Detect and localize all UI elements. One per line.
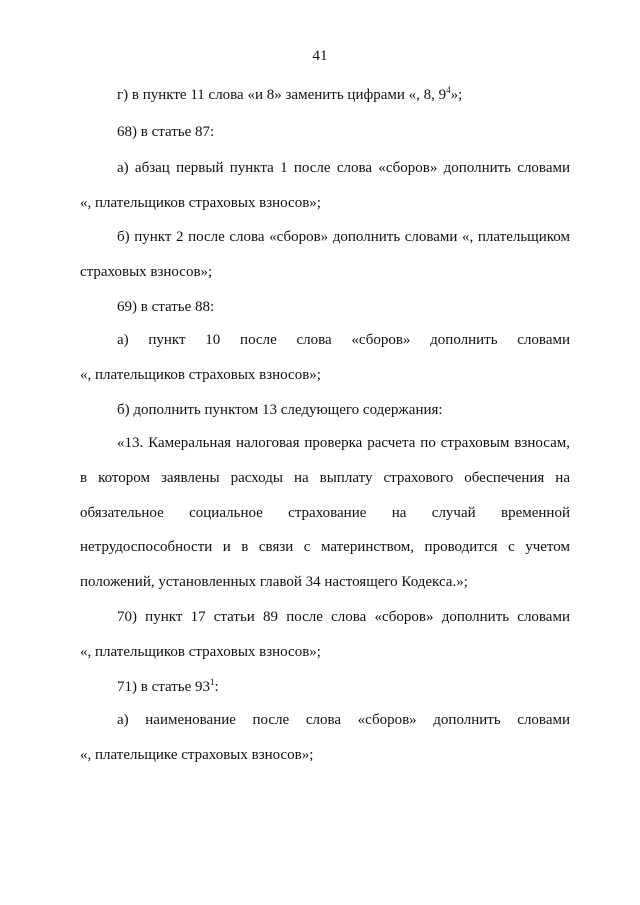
paragraph-line: «13. Камеральная налоговая проверка расчета по страховым взносам, — [117, 435, 570, 451]
paragraph-line: «, плательщиков страховых взносов»; — [80, 195, 321, 211]
paragraph-line: 69) в статье 88: — [117, 299, 215, 315]
paragraph-line: положений, установленных главой 34 настоящего Кодекса.»; — [80, 574, 468, 590]
paragraph-line: а) пункт 10 после слова «сборов» дополнить словами — [117, 332, 570, 348]
paragraph-line: «, плательщиков страховых взносов»; — [80, 644, 321, 660]
paragraph-line: 68) в статье 87: — [117, 124, 215, 140]
paragraph-line: «, плательщике страховых взносов»; — [80, 747, 314, 763]
paragraph-line: «, плательщиков страховых взносов»; — [80, 367, 321, 383]
paragraph-line: а) наименование после слова «сборов» дополнить словами — [117, 712, 570, 728]
paragraph-line: г) в пункте 11 слова «и 8» заменить цифрами «, 8, $9^4$»; — [117, 85, 463, 103]
paragraph-line: обязательное социальное страхование на случай временной — [80, 505, 570, 521]
paragraph-line: б) дополнить пунктом 13 следующего содержания: — [117, 402, 443, 418]
paragraph-line: страховых взносов»; — [80, 264, 213, 280]
paragraph-line: нетрудоспособности и в связи с материнством, проводится с учетом — [80, 539, 570, 555]
paragraph-line: а) абзац первый пункта 1 после слова «сборов» дополнить словами — [117, 160, 570, 176]
page-number: 41 — [312, 48, 328, 64]
paragraph-line: 71) в статье $93^1$: — [117, 677, 219, 695]
paragraph-line: 70) пункт 17 статьи 89 после слова «сборов» дополнить словами — [117, 609, 570, 625]
paragraph-line: в котором заявлены расходы на выплату страхового обеспечения на — [80, 470, 570, 486]
paragraph-line: б) пункт 2 после слова «сборов» дополнить словами «, плательщиком — [117, 229, 570, 245]
